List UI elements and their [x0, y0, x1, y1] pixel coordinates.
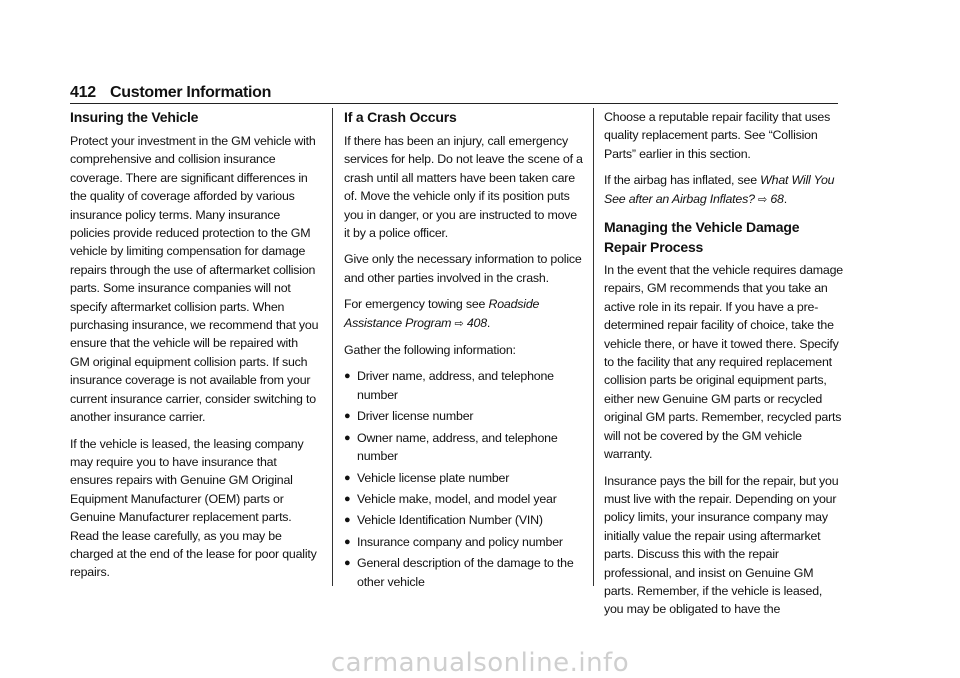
section-heading-crash: If a Crash Occurs: [344, 109, 457, 125]
list-item: ● Owner name, address, and telephone number: [344, 430, 558, 464]
bullet-icon: ●: [344, 431, 351, 444]
column-divider: [593, 108, 594, 586]
paragraph: Choose a reputable repair facility that uses quality replacement parts. See “Collision Parts” earlier in this section.: [604, 110, 831, 161]
watermark: carmanualsonline.info: [330, 648, 630, 678]
page-reference[interactable]: 68: [770, 191, 784, 206]
page-reference[interactable]: 408: [466, 315, 487, 330]
column-1: [70, 108, 320, 590]
page-reference-icon: ⇨: [758, 193, 768, 206]
list-item: ● General description of the damage to the other vehicle: [344, 556, 574, 589]
bullet-icon: ●: [344, 514, 351, 527]
column-divider: [332, 108, 333, 586]
bullet-icon: ●: [344, 492, 351, 505]
list-item: ● Vehicle license plate number: [344, 469, 584, 487]
paragraph: Give only the necessary information to police and other parties involved in the crash.: [344, 252, 582, 285]
bullet-icon: ●: [344, 557, 351, 570]
list-item: ● Vehicle make, model, and model year: [344, 490, 584, 508]
cross-reference-link[interactable]: What Will You See after an Airbag Inflates?: [604, 173, 835, 206]
paragraph-text: If the airbag has inflated, see: [604, 173, 761, 188]
paragraph: Gather the following information:: [344, 343, 516, 358]
running-title: Customer Information: [110, 84, 272, 101]
cross-reference-link[interactable]: Roadside Assistance Program: [344, 297, 540, 330]
paragraph: If the airbag has inflated, see What Will You See after an Airbag Inflates? ⇨ 68.: [604, 173, 835, 206]
bullet-list: [344, 367, 584, 590]
running-header: [70, 83, 838, 104]
bullet-icon: ●: [344, 410, 351, 423]
column-3: [604, 108, 844, 627]
list-item: ● Driver license number: [344, 407, 584, 425]
paragraph: For emergency towing see Roadside Assistance Program ⇨ 408.: [344, 297, 540, 330]
paragraph: Insurance pays the bill for the repair, but you must live with the repair. Depending on your policy limits, your insurance company may initially value the repair using aftermarket parts. Discuss this with the repair professional, and insist on Genuine GM parts. Remember, if the vehicle is leased, you may be obligated to have the: [604, 473, 839, 617]
paragraph-text: For emergency towing see: [344, 297, 489, 312]
paragraph: In the event that the vehicle requires damage repairs, GM recommends that you take an active role in its repair. If you have a pre-determined repair facility of choice, take the vehicle there, or have it towed there. Specify to the facility that any required replacement collision parts be original equipment parts, either new Genuine GM parts or recycled original GM parts. Remember, recycled parts will not be covered by the GM vehicle warranty.: [604, 263, 843, 462]
column-2: [344, 108, 584, 594]
bullet-icon: ●: [344, 471, 351, 484]
section-heading-insuring: Insuring the Vehicle: [70, 109, 199, 125]
list-item: ● Driver name, address, and telephone number: [344, 369, 554, 402]
paragraph: If there has been an injury, call emergency services for help. Do not leave the scene of a crash until all matters have been taken care of. Move the vehicle only if its position puts you in danger, or you are instructed to move it by a police officer.: [344, 134, 583, 241]
list-item: ● Vehicle Identification Number (VIN): [344, 511, 584, 529]
page-number: 412: [70, 84, 96, 101]
bullet-icon: ●: [344, 370, 351, 383]
paragraph: Protect your investment in the GM vehicle with comprehensive and collision insurance coverage. There are significant differences in the quality of coverage afforded by various insurance policy terms. Many insurance policies provide reduced protection to the GM vehicle by limiting compensation for damage repairs through the use of aftermarket collision parts. Some insurance companies will not specify aftermarket collision parts. When purchasing insurance, we recommend that you ensure that the vehicle will be repaired with GM original equipment collision parts. If such insurance coverage is not available from your current insurance carrier, consider switching to another insurance carrier.: [70, 134, 319, 425]
list-item: ● Insurance company and policy number: [344, 533, 584, 551]
bullet-icon: ●: [344, 535, 351, 548]
section-heading-repair: Managing the Vehicle Damage Repair Process: [604, 219, 800, 256]
page-reference-icon: ⇨: [454, 317, 464, 330]
paragraph: If the vehicle is leased, the leasing company may require you to have insurance that ensures repairs with Genuine GM Original Equipment Manufacturer (OEM) parts or Genuine Manufacturer replacement parts. Read the lease carefully, as you may be charged at the end of the lease for poor quality repairs.: [70, 436, 317, 580]
